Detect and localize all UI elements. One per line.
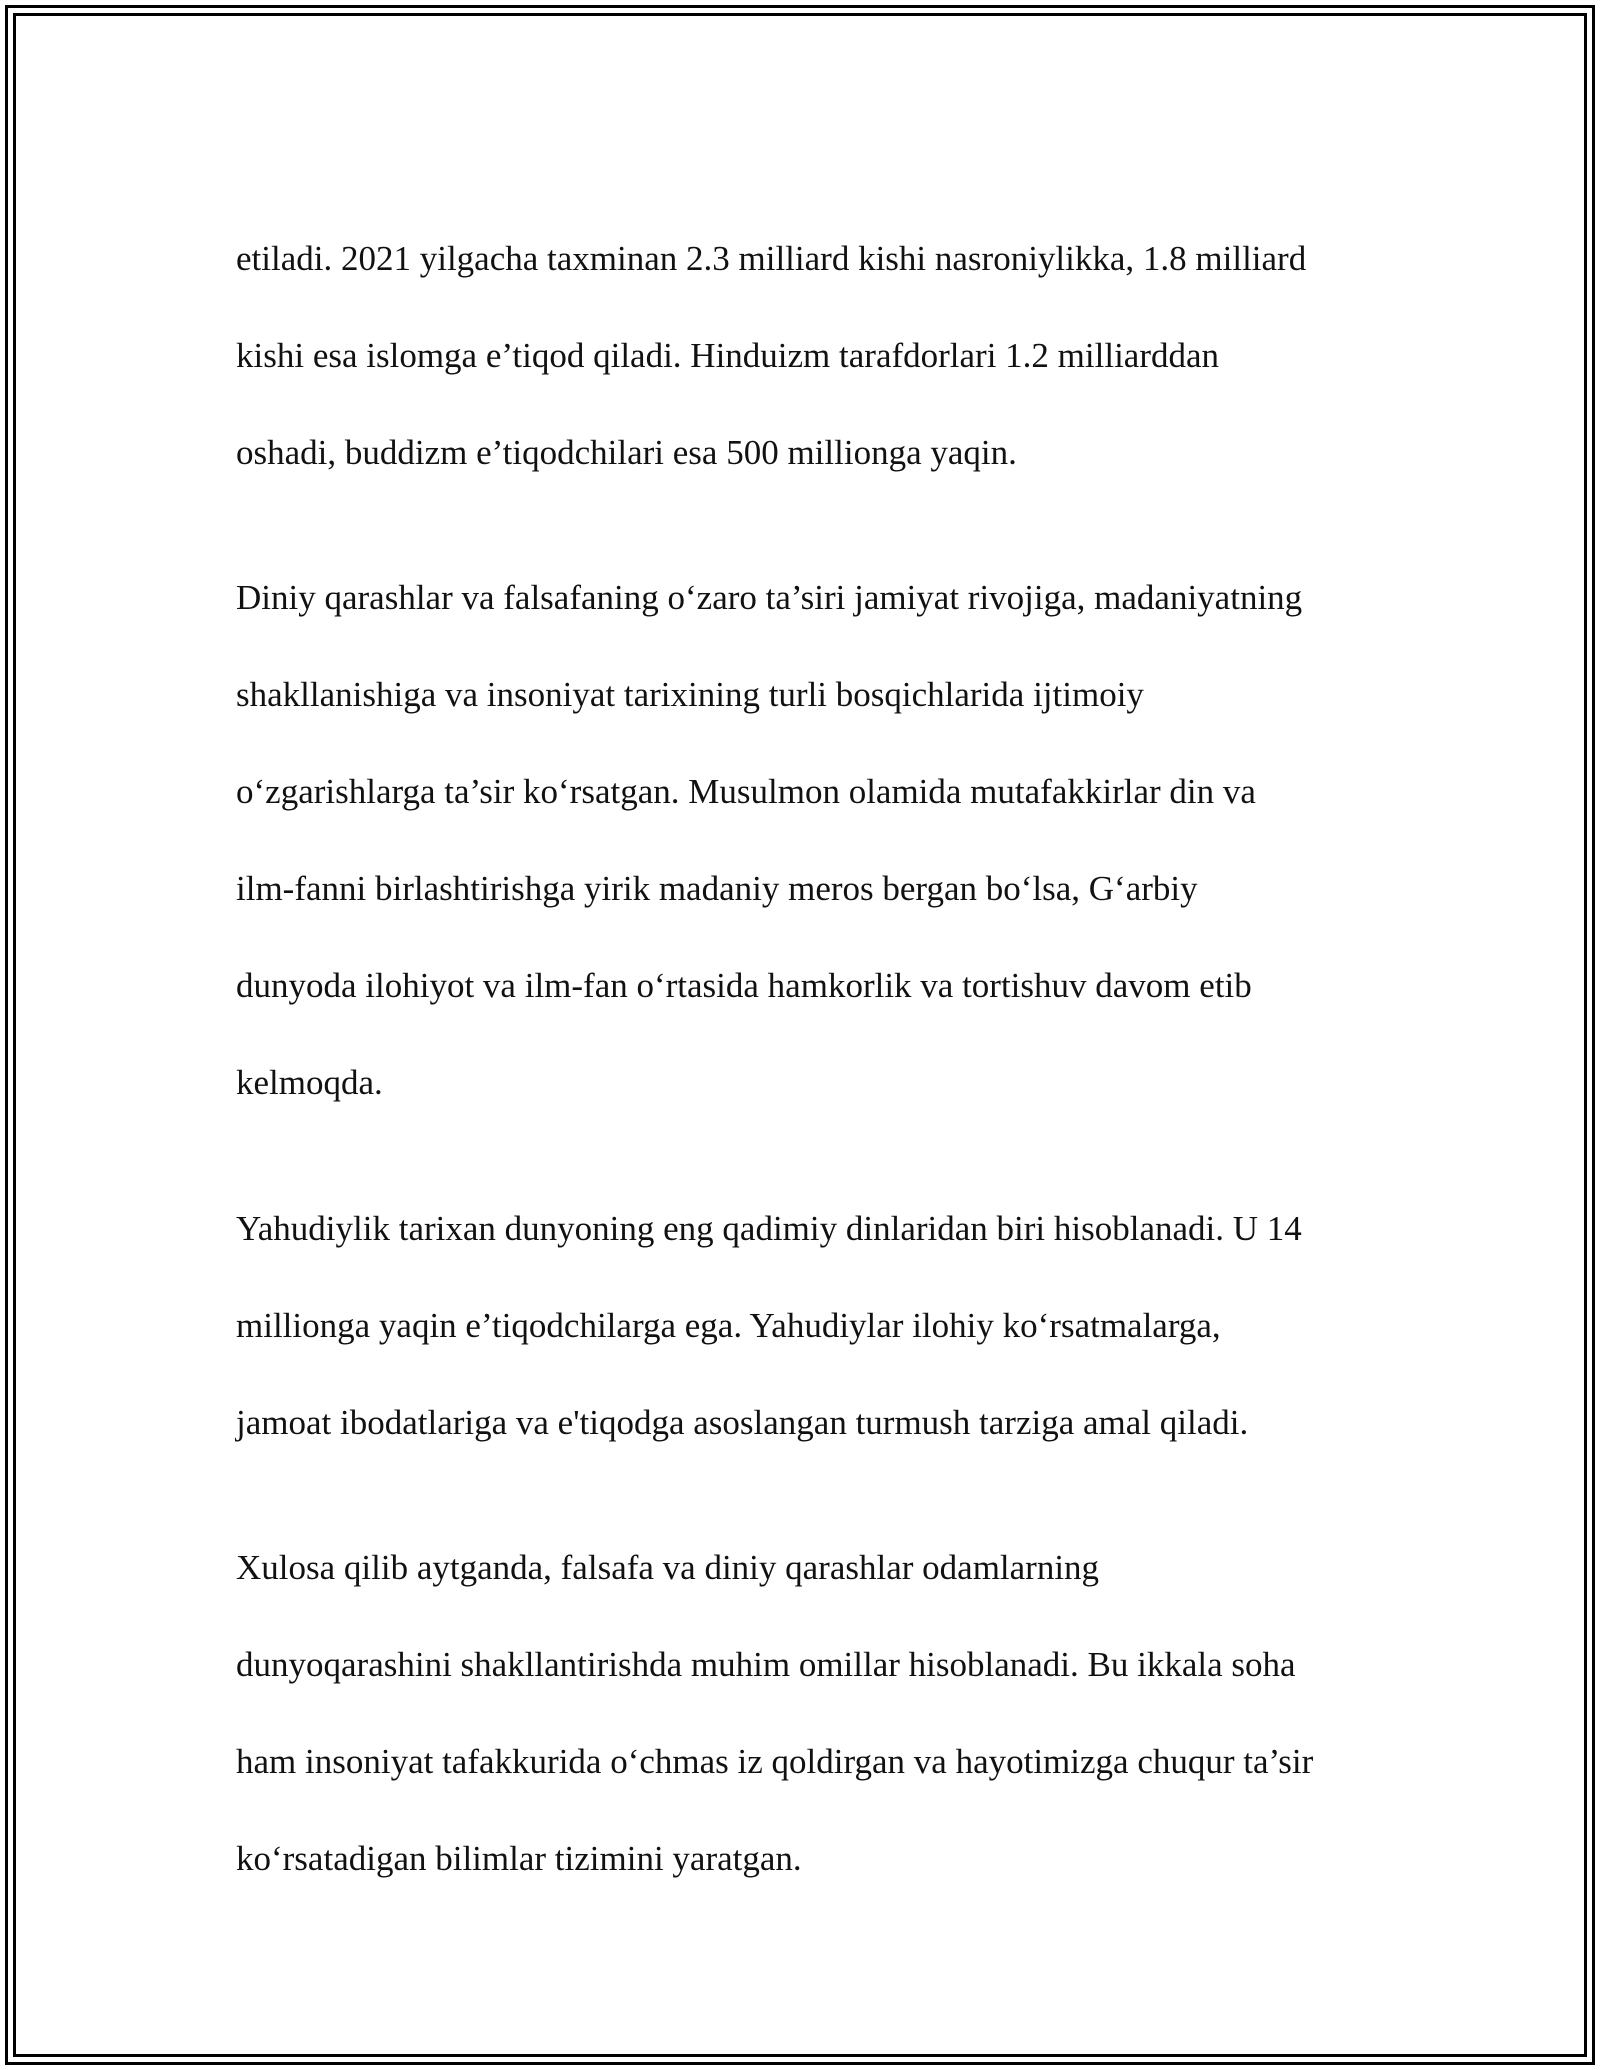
paragraph	[236, 1156, 1386, 1447]
document-body	[236, 186, 1386, 1932]
text-line: etiladi. 2021 yilgacha taxminan 2.3 milliard kishi nasroniylikka, 1.8 milliard	[236, 238, 1307, 278]
text-line: ham insoniyat tafakkurida o‘chmas iz qoldirgan va hayotimizga chuqur ta’sir	[236, 1742, 1314, 1781]
text-line: oshadi, buddizm e’tiqodchilari esa 500 millionga yaqin.	[236, 432, 1017, 472]
text-line: ilm-fanni birlashtirishga yirik madaniy meros bergan bo‘lsa, G‘arbiy	[236, 869, 1198, 908]
text-line: o‘zgarishlarga ta’sir ko‘rsatgan. Musulmon olamida mutafakkirlar din va	[236, 772, 1256, 811]
paragraph	[236, 186, 1386, 477]
text-line: kelmoqda.	[236, 1063, 383, 1102]
paragraph	[236, 526, 1386, 1108]
paragraph	[236, 1496, 1386, 1884]
text-line: dunyoqarashini shakllantirishda muhim omillar hisoblanadi. Bu ikkala soha	[236, 1645, 1296, 1684]
text-line: Diniy qarashlar va falsafaning o‘zaro ta’siri jamiyat rivojiga, madaniyatning	[236, 578, 1303, 617]
text-line: jamoat ibodatlariga va e'tiqodga asoslangan turmush tarziga amal qiladi.	[236, 1402, 1249, 1442]
text-line: kishi esa islomga e’tiqod qiladi. Hinduizm tarafdorlari 1.2 milliarddan	[236, 335, 1220, 375]
text-line: millionga yaqin e’tiqodchilarga ega. Yahudiylar ilohiy ko‘rsatmalarga,	[236, 1305, 1221, 1345]
text-line: Yahudiylik tarixan dunyoning eng qadimiy dinlaridan biri hisoblanadi. U 14	[236, 1208, 1302, 1248]
text-line: ko‘rsatadigan bilimlar tizimini yaratgan.	[236, 1839, 802, 1878]
text-line: shakllanishiga va insoniyat tarixining turli bosqichlarida ijtimoiy	[236, 675, 1144, 714]
text-line: Xulosa qilib aytganda, falsafa va diniy qarashlar odamlarning	[236, 1548, 1100, 1587]
text-line: dunyoda ilohiyot va ilm-fan o‘rtasida hamkorlik va tortishuv davom etib	[236, 966, 1252, 1005]
